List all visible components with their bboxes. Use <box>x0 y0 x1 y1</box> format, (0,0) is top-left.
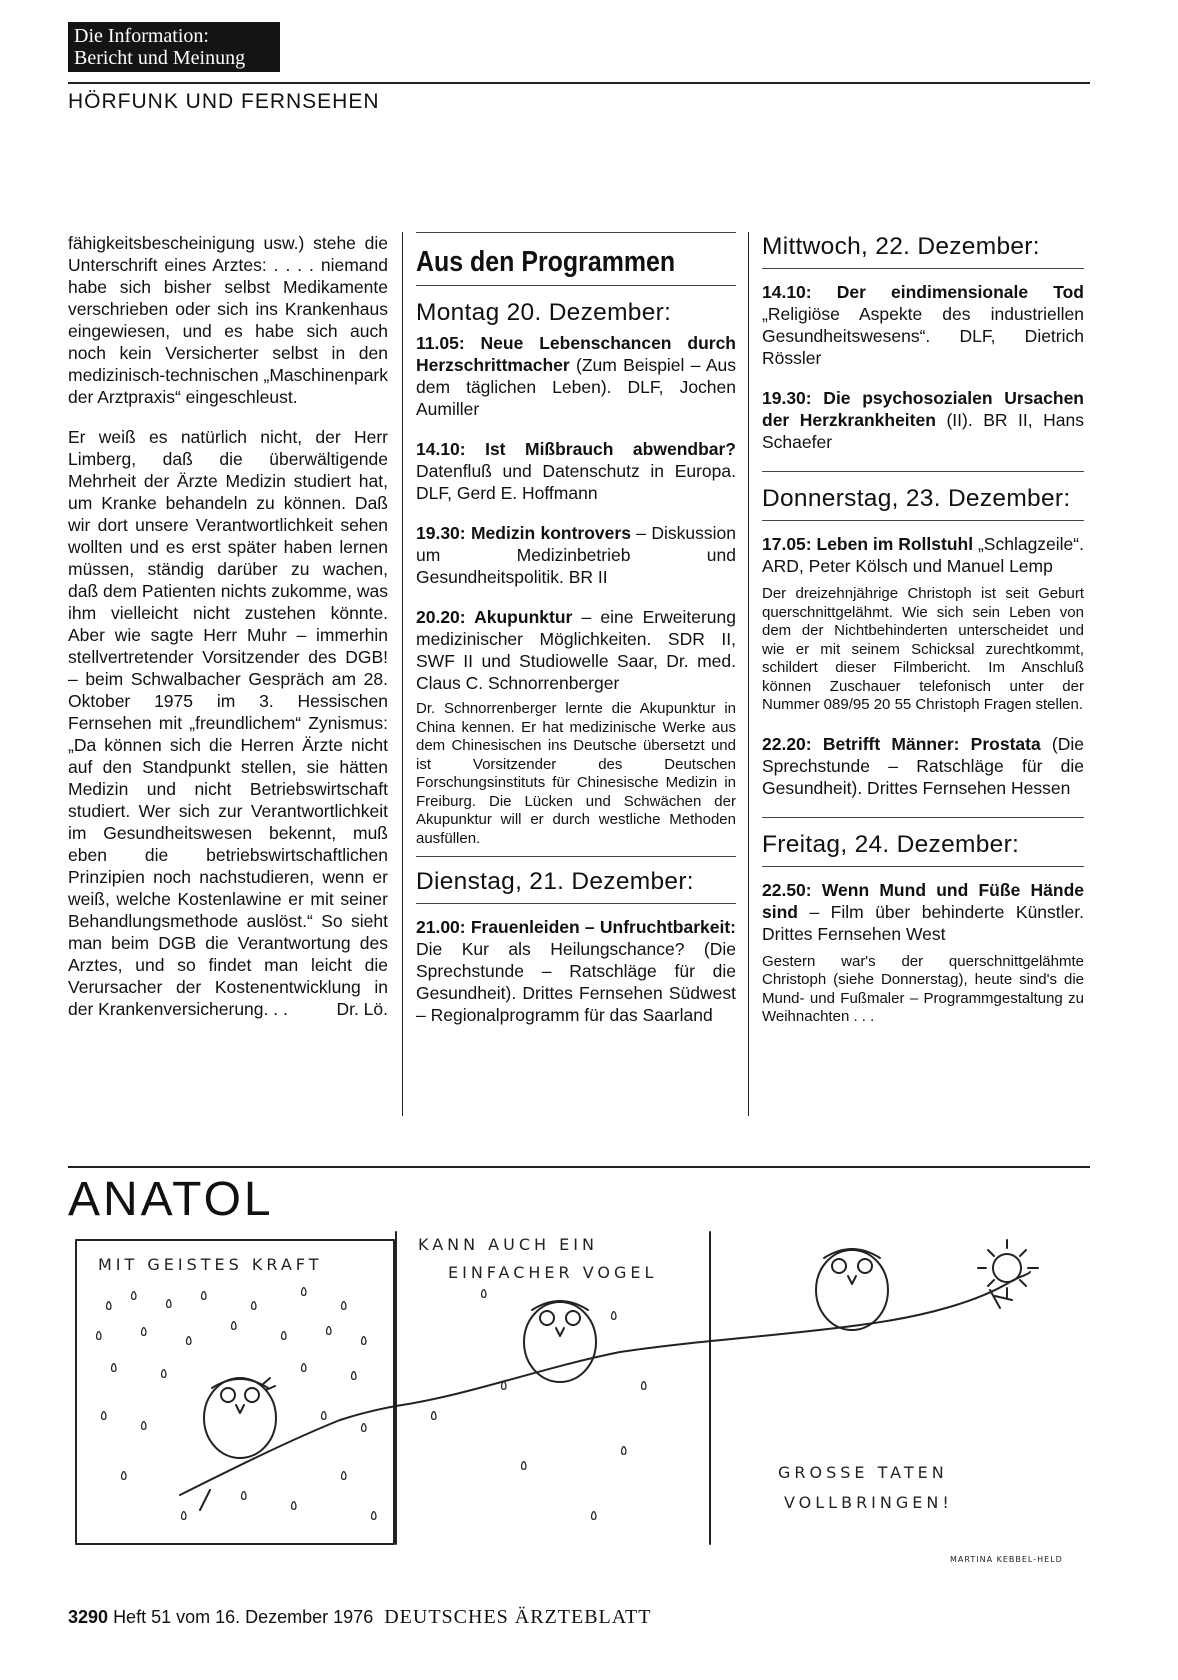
program-title: 19.30: Medizin kontrovers <box>416 523 631 543</box>
article-paragraph: fähigkeitsbescheinigung usw.) stehe die Unterschrift eines Arztes: . . . . niemand habe sich bisher selbst Medikamente verschrieben oder sich ins Krankenhaus eingewiesen, und es habe sich auch noch kein Versicherter selbst in den medizinisch-technischen „Maschinenpark der Arztpraxis“ eingeschleust. <box>68 233 389 407</box>
svg-text:٥: ٥ <box>130 1288 138 1304</box>
svg-text:٥: ٥ <box>300 1360 308 1376</box>
svg-text:٥: ٥ <box>250 1298 258 1314</box>
owl-3 <box>816 1250 888 1330</box>
program-note: Der dreizehnjährige Christoph ist seit Geburt querschnittgelähmt. Wie sich sein Leben von dem der Nichtbehinderten unterscheidet und wie er mit seinem Schicksal zurechtkommt, schildert dieser Filmbericht. Im Anschluß können Zuschauer telefonisch unter der Nummer 089/95 20 55 Christoph Fragen stellen. <box>762 585 1084 713</box>
comic-credit: MARTINA KEBBEL-HELD <box>950 1555 1063 1564</box>
owl-2 <box>524 1302 596 1382</box>
svg-text:٥: ٥ <box>200 1288 208 1304</box>
panel-3-caption-2: VOLLBRINGEN! <box>784 1493 953 1512</box>
program-details: – eine Erweiterung medizinischer Möglichkeiten. SDR II, SWF II und Studiowelle Saar, Dr. med. Claus C. Schnorrenberger <box>416 607 736 693</box>
svg-text:٥: ٥ <box>320 1408 328 1424</box>
day-heading: Dienstag, 21. Dezember: <box>416 868 694 895</box>
comic-title: ANATOL <box>68 1173 274 1226</box>
svg-text:٥: ٥ <box>100 1408 108 1424</box>
program-details: (Die Sprechstunde – Ratschläge für die Gesundheit). Drittes Fernsehen Hessen <box>762 733 1084 798</box>
program-title: 21.00: Frauenleiden – Unfruchtbarkeit: <box>416 917 736 937</box>
program-title: 17.05: Leben im Rollstuhl <box>762 534 974 554</box>
badge-line-1: Die Information: <box>74 25 209 47</box>
sun-icon <box>993 1254 1021 1282</box>
svg-text:٥: ٥ <box>140 1418 148 1434</box>
badge-line-2: Bericht und Meinung <box>74 47 246 69</box>
program-details: Die Kur als Heilungschance? (Die Sprechstunde – Ratschläge für die Gesundheit). Drittes Fernsehen Südwest – Regionalprogramm für das Saarland <box>416 939 736 1025</box>
programs-heading: Aus den Programmen <box>416 246 676 278</box>
program-title: 14.10: Ist Mißbrauch abwendbar? <box>416 439 736 459</box>
author-signature: Dr. Lö. <box>336 999 388 1019</box>
svg-text:٥: ٥ <box>160 1366 168 1382</box>
day-heading: Donnerstag, 23. Dezember: <box>762 485 1071 512</box>
panel-2-caption-2: EINFACHER VOGEL <box>448 1263 658 1282</box>
panel-1-caption: MIT GEISTES KRAFT <box>98 1255 323 1274</box>
panel-3-caption-1: GROSSE TATEN <box>778 1463 948 1482</box>
svg-text:٥: ٥ <box>110 1360 118 1376</box>
day-heading: Freitag, 24. Dezember: <box>762 830 1020 858</box>
svg-text:٥: ٥ <box>140 1324 148 1340</box>
page-footer <box>68 1606 651 1629</box>
program-title: 22.20: Betrifft Männer: Prostata <box>762 733 1041 754</box>
program-note: Dr. Schnorrenberger lernte die Akupunktur in China kennen. Er hat medizinische Werke aus dem Chinesischen ins Deutsche übersetzt und ist Vorsitzender des Deutschen Forschungsinstituts für Chinesische Medizin in Freiburg. Die Lücken und Schwächen der Akupunktur will er durch westliche Methoden ausfüllen. <box>416 700 736 847</box>
svg-text:٥: ٥ <box>360 1333 368 1349</box>
svg-text:٥: ٥ <box>620 1443 628 1459</box>
day-heading: Montag 20. Dezember: <box>416 299 672 326</box>
panel-2-caption-1: KANN AUCH EIN <box>418 1235 598 1254</box>
svg-text:٥: ٥ <box>340 1298 348 1314</box>
svg-text:٥: ٥ <box>360 1420 368 1436</box>
section-title: HÖRFUNK UND FERNSEHEN <box>68 90 380 113</box>
svg-text:٥: ٥ <box>165 1296 173 1312</box>
svg-text:٥: ٥ <box>325 1323 333 1339</box>
svg-text:٥: ٥ <box>430 1408 438 1424</box>
svg-text:٥: ٥ <box>240 1488 248 1504</box>
page-number: 3290 <box>68 1607 109 1627</box>
day-heading: Mittwoch, 22. Dezember: <box>762 233 1040 260</box>
svg-text:٥: ٥ <box>520 1458 528 1474</box>
svg-text:٥: ٥ <box>340 1468 348 1484</box>
svg-text:٥: ٥ <box>590 1508 598 1524</box>
svg-text:٥: ٥ <box>350 1368 358 1384</box>
program-title: 14.10: Der eindimensionale Tod <box>762 282 1084 302</box>
program-details: „Religiöse Aspekte des industriellen Gesundheitswesens“. DLF, Dietrich Rössler <box>762 304 1084 368</box>
program-details: (II). BR II, Hans Schaefer <box>762 410 1084 452</box>
program-title: 20.20: Akupunktur <box>416 607 573 627</box>
program-details: „Schlagzeile“. ARD, Peter Kölsch und Manuel Lemp <box>762 534 1084 576</box>
program-details: Datenfluß und Datenschutz in Europa. DLF, Gerd E. Hoffmann <box>416 461 736 503</box>
svg-text:٥: ٥ <box>480 1286 488 1302</box>
svg-text:٥: ٥ <box>290 1498 298 1514</box>
program-details: (Zum Beispiel – Aus dem täglichen Leben). DLF, Jochen Aumiller <box>416 355 736 419</box>
svg-text:٥: ٥ <box>300 1284 308 1300</box>
svg-text:٥: ٥ <box>610 1308 618 1324</box>
branch-2 <box>396 1272 1030 1406</box>
svg-text:٥: ٥ <box>370 1508 378 1524</box>
svg-text:٥: ٥ <box>180 1508 188 1524</box>
program-details: – Diskussion um Medizinbetrieb und Gesundheitspolitik. BR II <box>416 523 736 587</box>
program-details: – Film über behinderte Künstler. Drittes Fernsehen West <box>762 901 1084 944</box>
program-title: 11.05: Neue Lebenschancen durch Herzschrittmacher <box>416 333 736 375</box>
svg-text:٥: ٥ <box>105 1298 113 1314</box>
article-text: Er weiß es natürlich nicht, der Herr Limberg, daß die überwältigende Mehrheit der Ärzte Medizin studiert hat, um Kranke behandeln zu können. Daß wir dort unsere Verantwortlichkeit sehen wollten und es erst später haben lernen müssen, ständig darüber zu wachen, daß dem Patienten nichts zukomme, was ihm vielleicht nicht zustehen könnte. Aber wie sagte Herr Muhr – immerhin stellvertretender Vorsitzender des DGB! – beim Schwalbacher Gespräch am 28. Oktober 1975 im 3. Hessischen Fernsehen mit „freundlichem“ Zynismus: „Da können sich die Herren Ärzte nicht auf den Standpunkt stellen, sie hätten Medizin und nicht Betriebswirtschaft studiert. Wer sich zur Verantwortlichkeit im Gesundheitswesen bekennt, muß eben die betriebswirtschaftlichen Prinzipien noch nachstudieren, wenn er weiß, welche Kostenlawine er mit seiner Behandlungsmethode auslöst.“ So sieht man beim DGB die Verantwortung des Arztes, und so findet man leicht die Verursacher der Kostenentwicklung in der Krankenversicherung. . . <box>68 427 389 1019</box>
program-note: Gestern war's der querschnittgelähmte Christoph (siehe Donnerstag), heute sind's die Mund- und Fußmaler – Programmgestaltung zu Weihnachten . . . <box>762 952 1084 1025</box>
svg-text:٥: ٥ <box>640 1378 648 1394</box>
program-title: 22.50: Wenn Mund und Füße Hände sind <box>762 879 1084 922</box>
svg-text:٥: ٥ <box>280 1328 288 1344</box>
magazine-name: DEUTSCHES ÄRZTEBLATT <box>384 1606 652 1628</box>
svg-text:٥: ٥ <box>230 1318 238 1334</box>
svg-text:٥: ٥ <box>120 1468 128 1484</box>
svg-text:٥: ٥ <box>185 1333 193 1349</box>
issue-info: Heft 51 vom 16. Dezember 1976 <box>113 1607 374 1627</box>
program-title: 19.30: Die psychosozialen Ursachen der Herzkrankheiten <box>762 388 1084 430</box>
svg-text:٥: ٥ <box>500 1378 508 1394</box>
svg-text:٥: ٥ <box>95 1328 103 1344</box>
